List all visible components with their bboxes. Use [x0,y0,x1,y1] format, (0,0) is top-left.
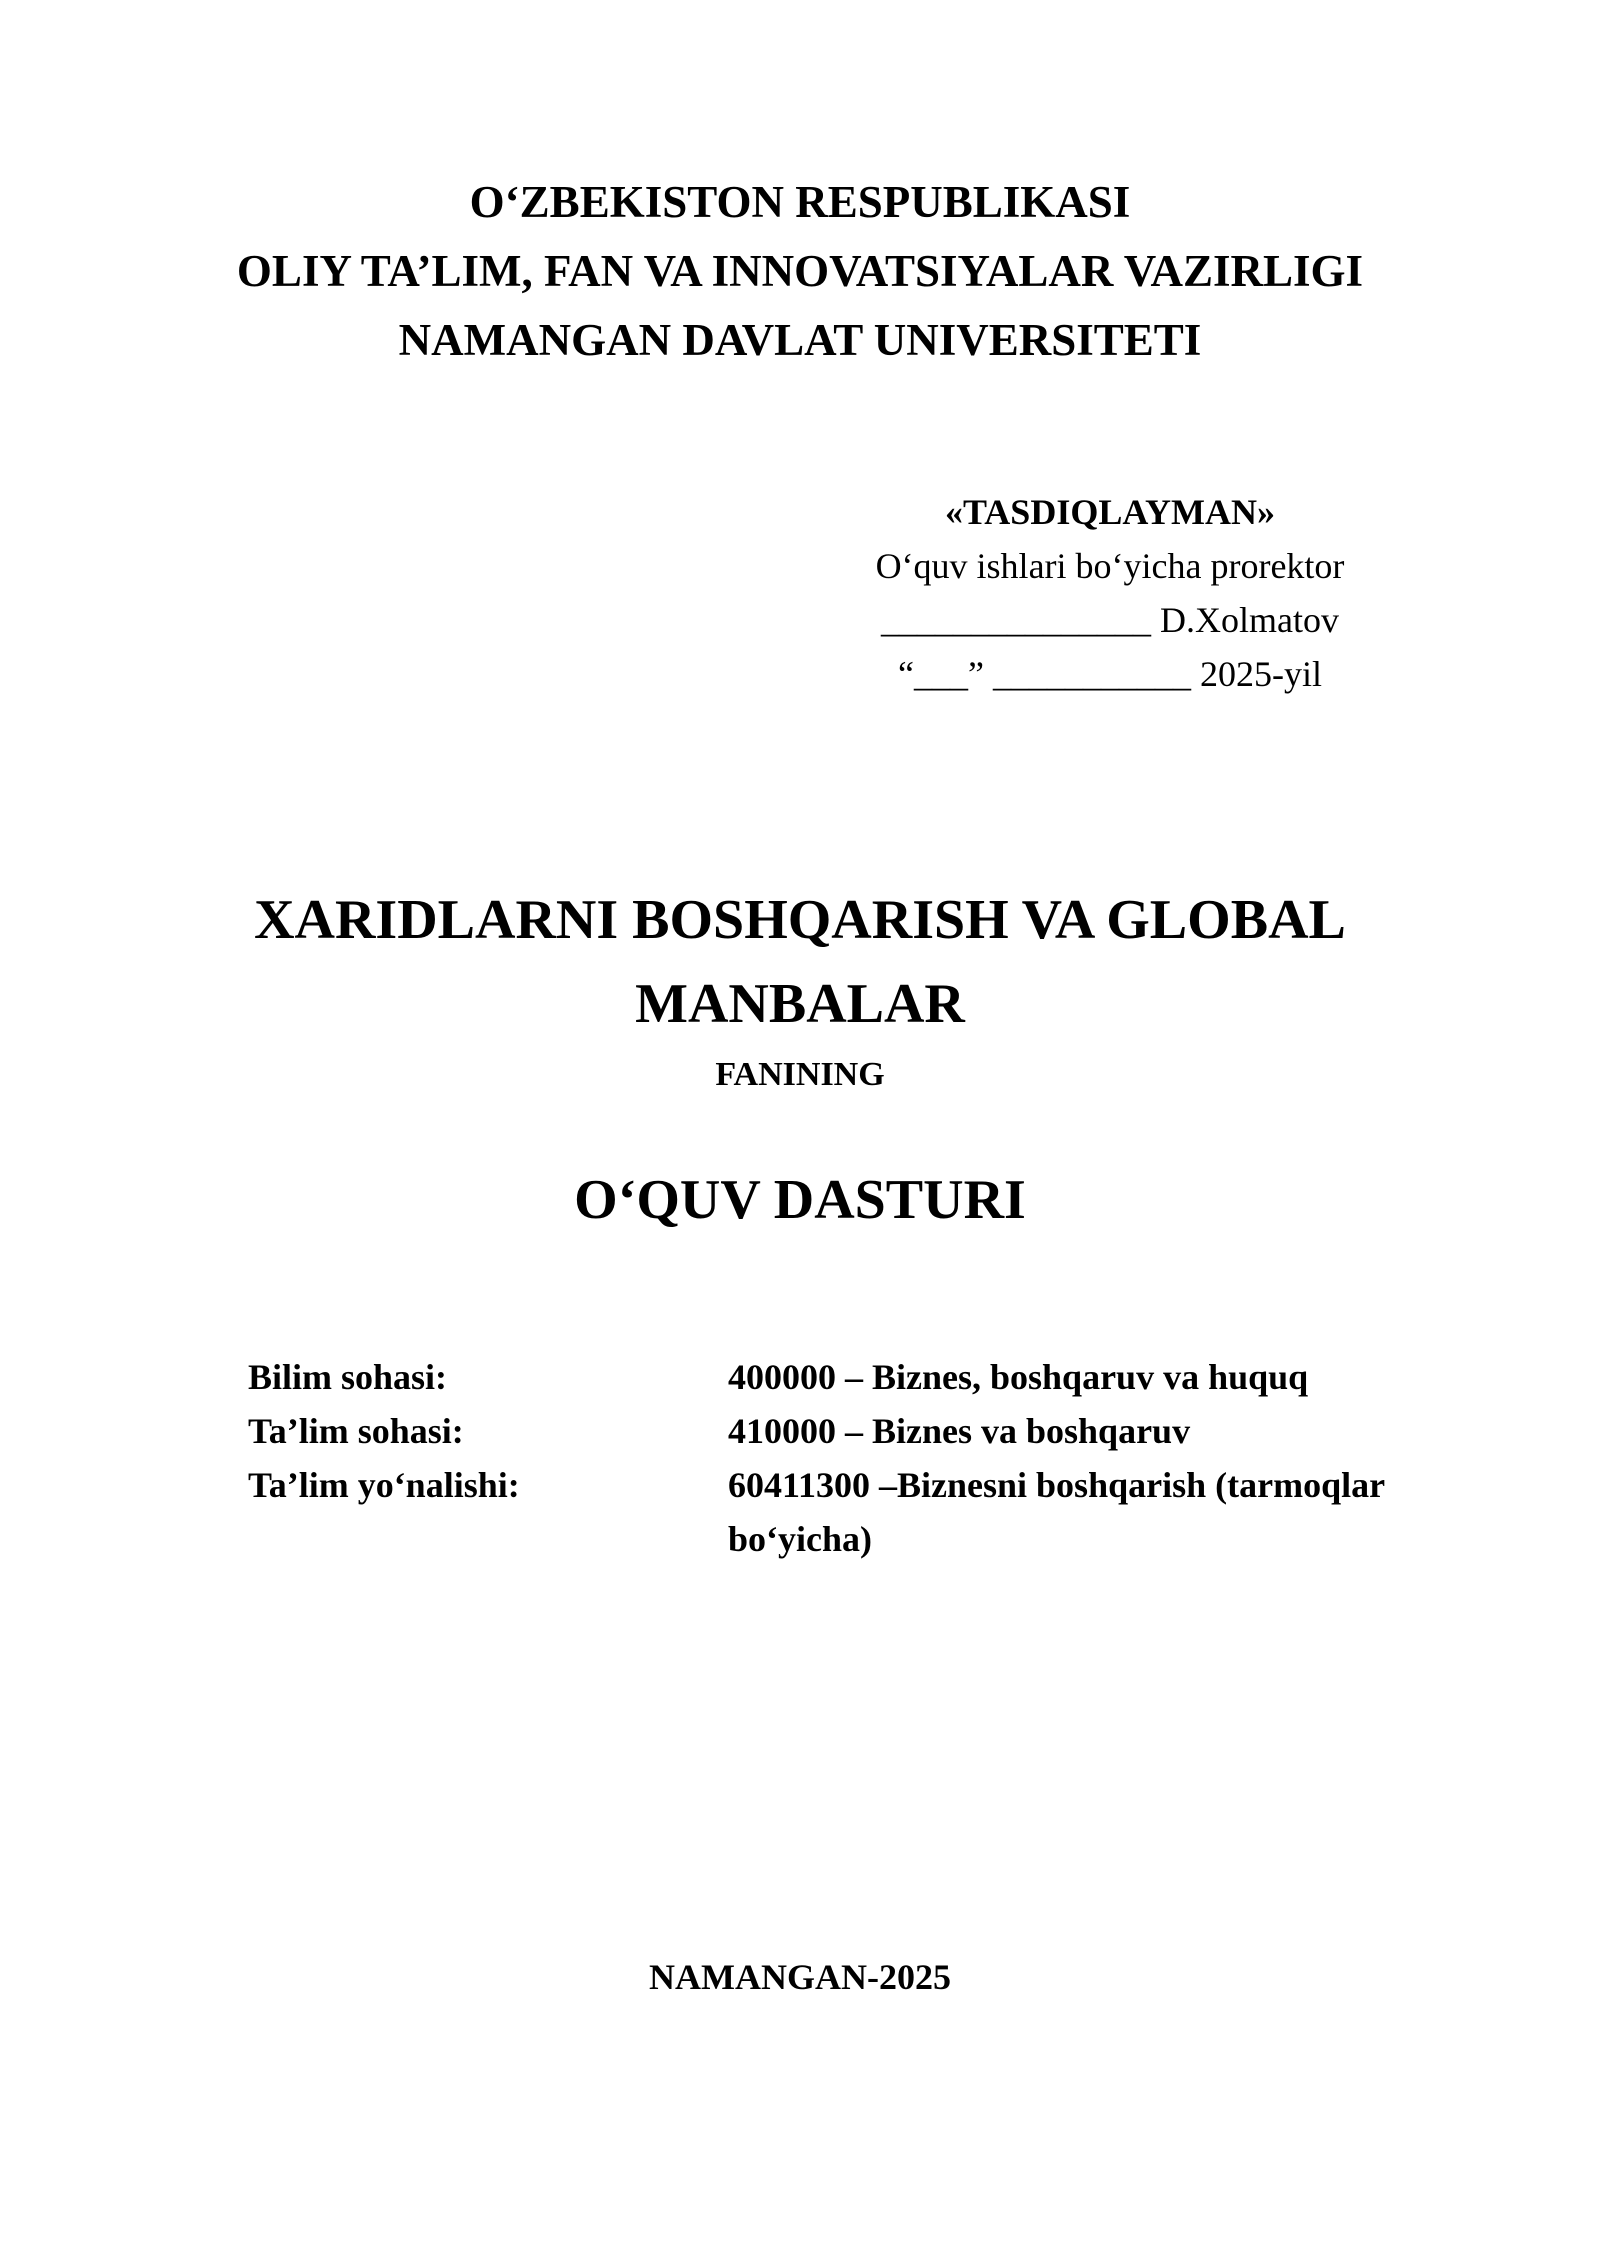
info-value: 410000 – Biznes va boshqaruv [728,1411,1191,1451]
info-row [248,1404,1448,1458]
info-value: 60411300 –Biznesni boshqarish (tarmoqlar bo‘yicha) [728,1465,1385,1559]
document-type: O‘QUV DASTURI [574,1169,1026,1231]
info-value: 400000 – Biznes, boshqaruv va huquq [728,1357,1309,1397]
course-title-line-1: XARIDLARNI BOSHQARISH VA GLOBAL [254,889,1346,951]
course-subtitle: FANINING [715,1056,885,1093]
info-table [248,1350,1448,1566]
info-label: Ta’lim sohasi: [248,1411,464,1451]
info-row [248,1458,1448,1566]
approval-date-line: “___” ___________ 2025-yil [898,654,1322,694]
approval-position: O‘quv ishlari bo‘yicha prorektor [875,546,1345,586]
header-block [0,168,1600,375]
ministry-name: OLIY TA’LIM, FAN VA INNOVATSIYALAR VAZIRLIGI [236,246,1364,296]
country-name: O‘ZBEKISTON RESPUBLIKASI [469,177,1131,227]
info-row [248,1350,1448,1404]
course-title-line-2: MANBALAR [635,973,965,1035]
footer-city-year: NAMANGAN-2025 [649,1957,951,1997]
approval-block [850,485,1370,701]
university-name: NAMANGAN DAVLAT UNIVERSITETI [398,315,1202,365]
approval-title: «TASDIQLAYMAN» [944,492,1276,532]
info-label: Ta’lim yo‘nalishi: [248,1465,520,1505]
info-label: Bilim sohasi: [248,1357,448,1397]
course-title [0,878,1600,1046]
approval-signature-line: _______________ D.Xolmatov [881,600,1339,640]
